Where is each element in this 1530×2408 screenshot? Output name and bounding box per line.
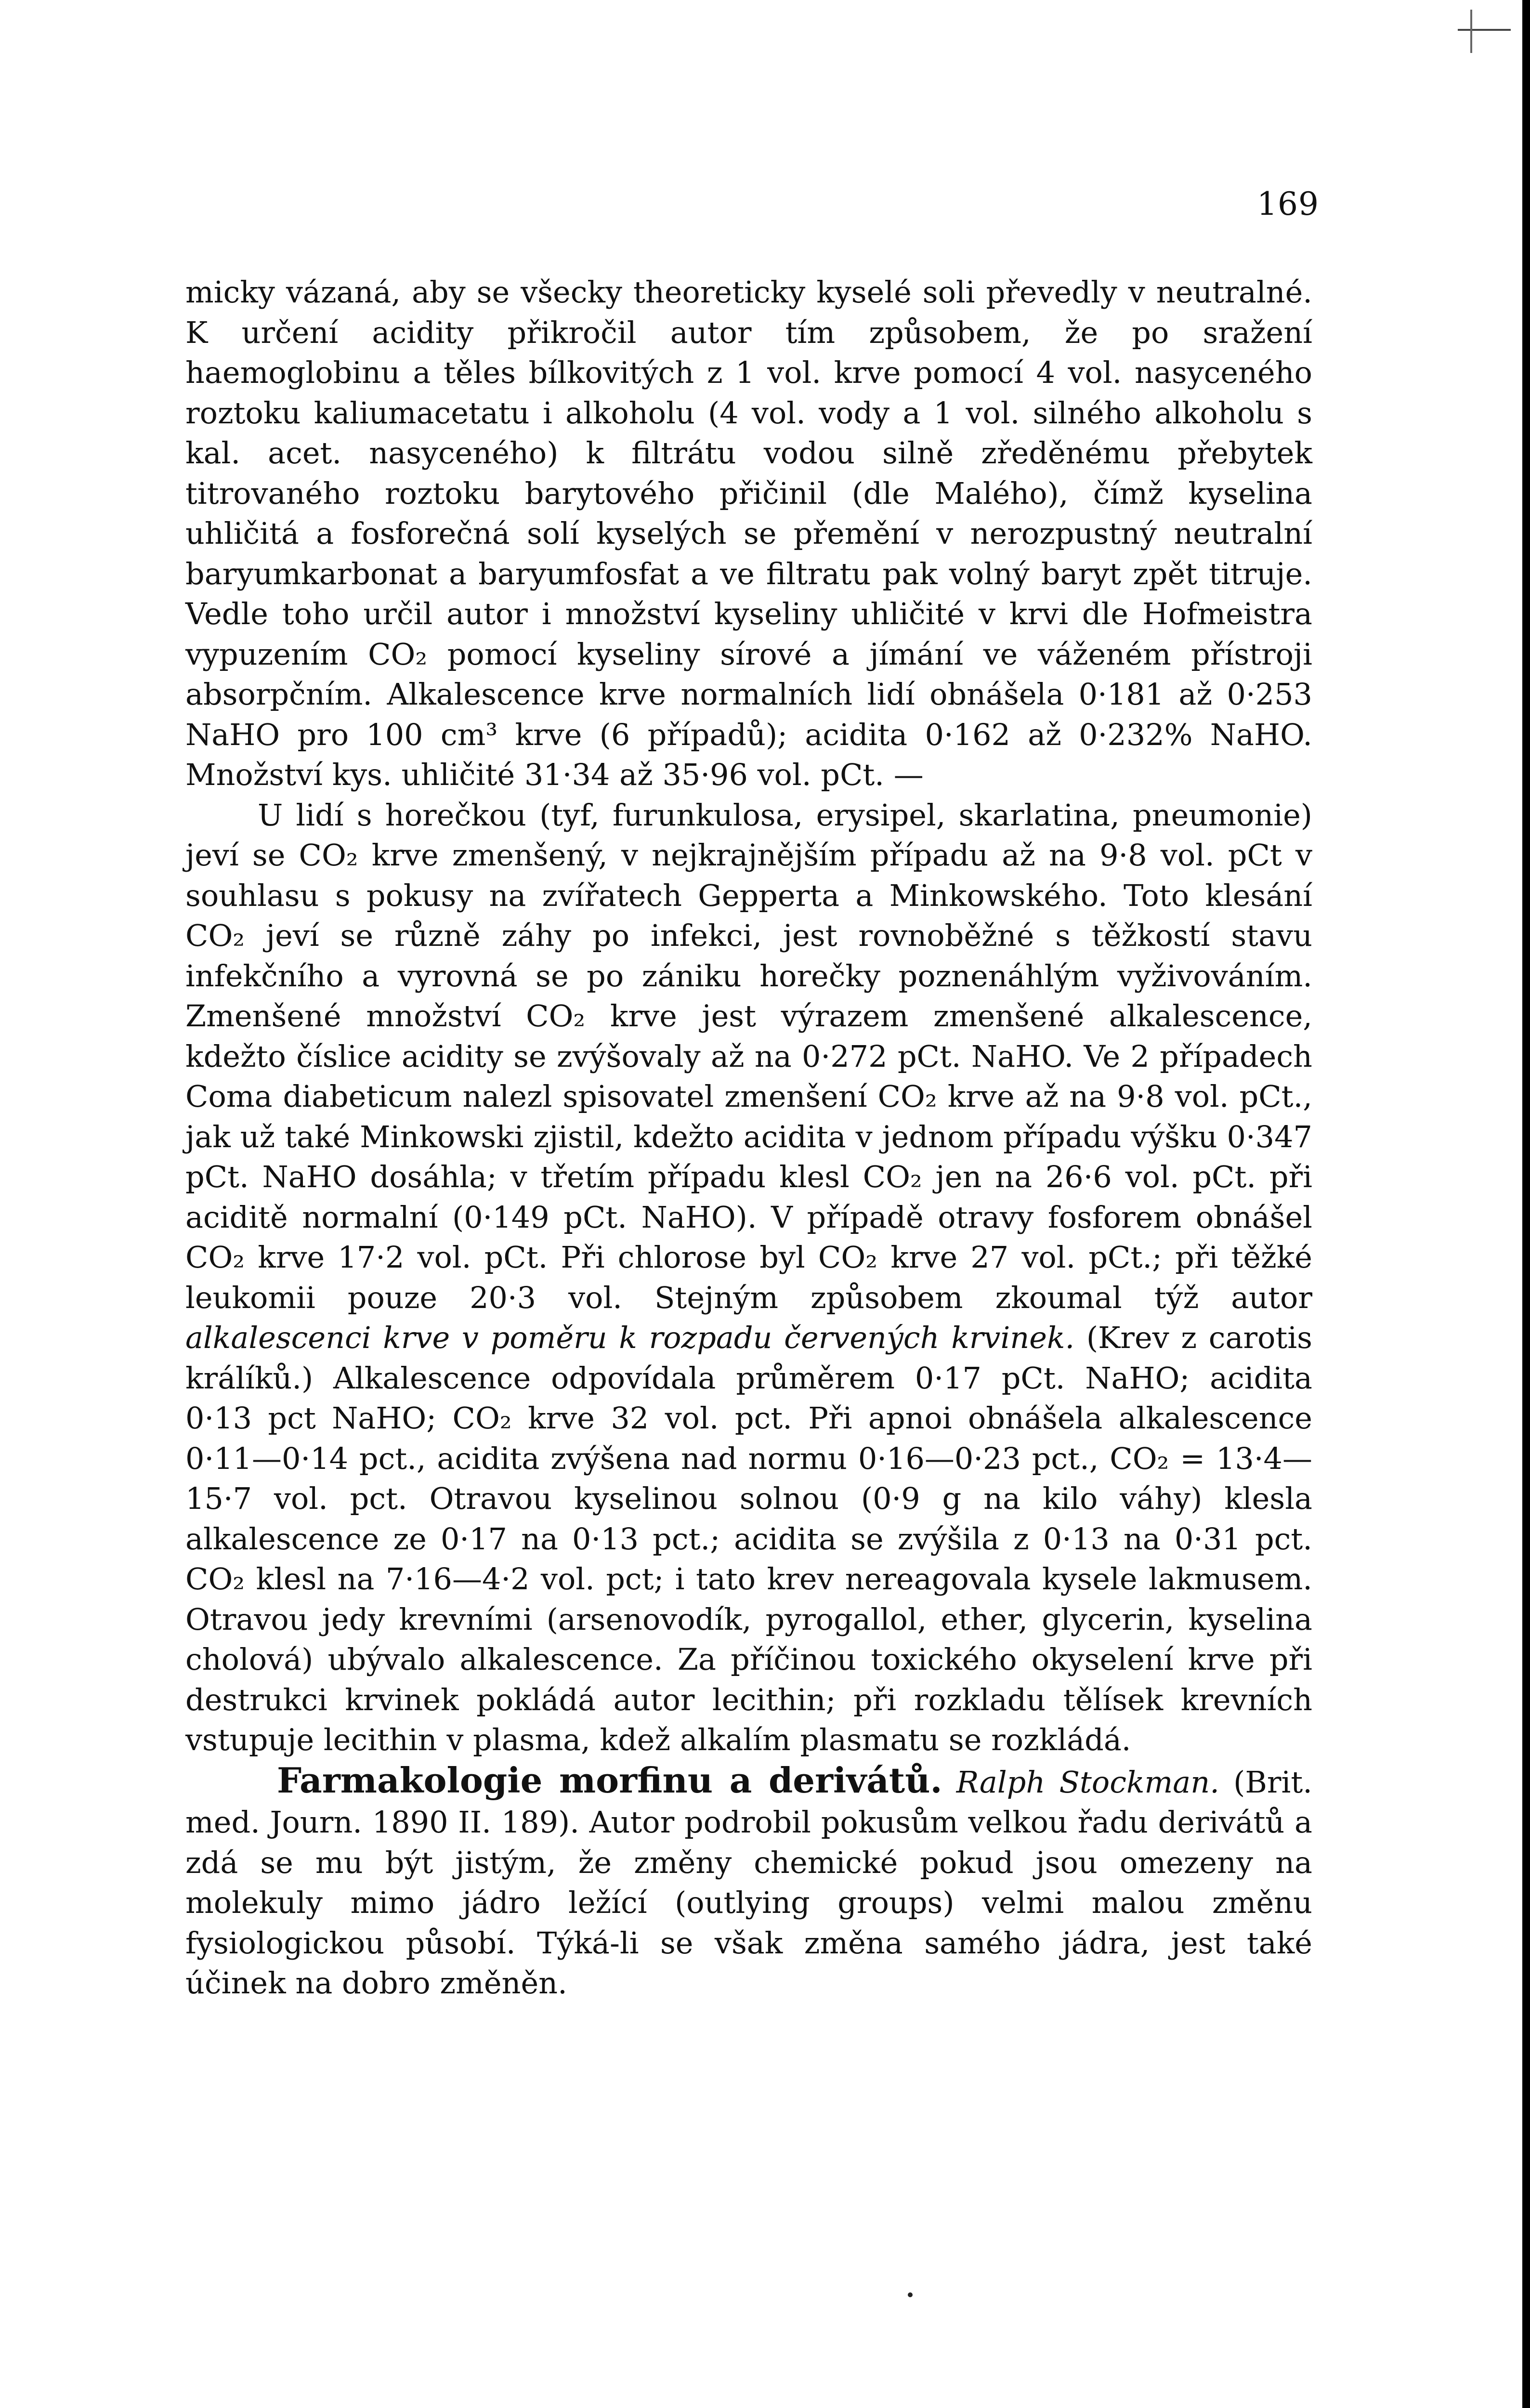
author-name: Ralph Stockman.: [956, 1764, 1219, 1800]
paragraph-1: micky vázaná, aby se všecky theoreticky kyselé soli převedly v neutralné. K určení acidity přikročil autor tím způsobem, že po sražení haemoglobinu a těles bílkovitých z 1 vol. krve pomocí 4 vol. nasyceného roztoku kaliumacetatu i alkoholu (4 vol. vody a 1 vol. silného alkoholu s kal. acet. nasyceného) k filtrátu vodou silně zředěnému přebytek titrovaného roztoku barytového přičinil (dle Malého), čímž kyselina uhličitá a fosforečná solí kyselých se přemění v nerozpustný neutralní baryumkarbonat a baryumfosfat a ve filtratu pak volný baryt zpět titruje. Vedle toho určil autor i množství kyseliny uhličité v krvi dle Hofmeistra vypuzením CO₂ pomocí kyseliny sírové a jímání ve váženém přístroji absorpčním. Alkalescence krve normalních lidí obnášela 0·181 až 0·253 NaHO pro 100 cm³ krve (6 případů); acidita 0·162 až 0·232% NaHO. Množství kys. uhličité 31·34 až 35·96 vol. pCt. —: [185, 275, 1312, 792]
section-heading: Farmakologie morfinu a derivátů.: [277, 1759, 942, 1801]
paragraph-3: [185, 1760, 1312, 2003]
paragraph-2-text: U lidí s horečkou (tyf, furunkulosa, erysipel, skarlatina, pneumonie) jeví se CO₂ krve zmenšený, v nejkrajnějším případu až na 9·8 vol. pCt v souhlasu s pokusy na zvířatech Gepperta a Minkowského. Toto klesání CO₂ jeví se různě záhy po infekci, jest rovnoběžné s těžkostí stavu infekčního a vyrovná se po zániku horečky poznenáhlým vyživováním. Zmenšené množství CO₂ krve jest výrazem zmenšené alkalescence, kdežto číslice acidity se zvýšovaly až na 0·272 pCt. NaHO. Ve 2 případech Coma diabeticum nalezl spisovatel zmenšení CO₂ krve až na 9·8 vol. pCt., jak už také Minkowski zjistil, kdežto acidita v jednom případu výšku 0·347 pCt. NaHO dosáhla; v třetím případu klesl CO₂ jen na 26·6 vol. pCt. při aciditě normalní (0·149 pCt. NaHO). V případě otravy fosforem obnášel CO₂ krve 17·2 vol. pCt. Při chlorose byl CO₂ krve 27 vol. pCt.; při těžké leukomii pouze 20·3 vol. Stejným způsobem zkoumal týž autor: [185, 797, 1312, 1315]
body-text: [185, 272, 1312, 2003]
page-number: 169: [1257, 185, 1319, 222]
paragraph-2: [185, 795, 1312, 1760]
stray-dot: [908, 2292, 913, 2297]
paragraph-2-rest: (Krev z carotis králíků.) Alkalescence odpovídala průměrem 0·17 pCt. NaHO; acidita 0·13 pct NaHO; CO₂ krve 32 vol. pct. Při apnoi obnášela alkalescence 0·11—0·14 pct., acidita zvýšena nad normu 0·16—0·23 pct., CO₂ = 13·4—15·7 vol. pct. Otravou kyselinou solnou (0·9 g na kilo váhy) klesla alkalescence ze 0·17 na 0·13 pct.; acidita se zvýšila z 0·13 na 0·31 pct. CO₂ klesl na 7·16—4·2 vol. pct; i tato krev nereagovala kysele lakmusem. Otravou jedy krevními (arsenovodík, pyrogallol, ether, glycerin, kyselina cholová) ubývalo alkalescence. Za příčinou toxického okyselení krve při destrukci krvinek pokládá autor lecithin; při rozkladu tělísek krevních vstupuje lecithin v plasma, kdež alkalím plasmatu se rozkládá.: [185, 1320, 1312, 1757]
paragraph-2-italic: alkalescenci krve v poměru k rozpadu červených krvinek.: [185, 1320, 1075, 1355]
scan-edge: [1522, 0, 1530, 2408]
paragraph-3-body: (Brit. med. Journ. 1890 II. 189). Autor podrobil pokusům velkou řadu derivátů a zdá se mu být jistým, že změny chemické pokud jsou omezeny na molekuly mimo jádro ležící (outlying groups) velmi malou změnu fysiologickou působí. Týká-li se však změna samého jádra, jest také účinek na dobro změněn.: [185, 1764, 1312, 2001]
scan-mark-vertical: [1470, 10, 1472, 53]
scan-mark: [1458, 29, 1511, 31]
